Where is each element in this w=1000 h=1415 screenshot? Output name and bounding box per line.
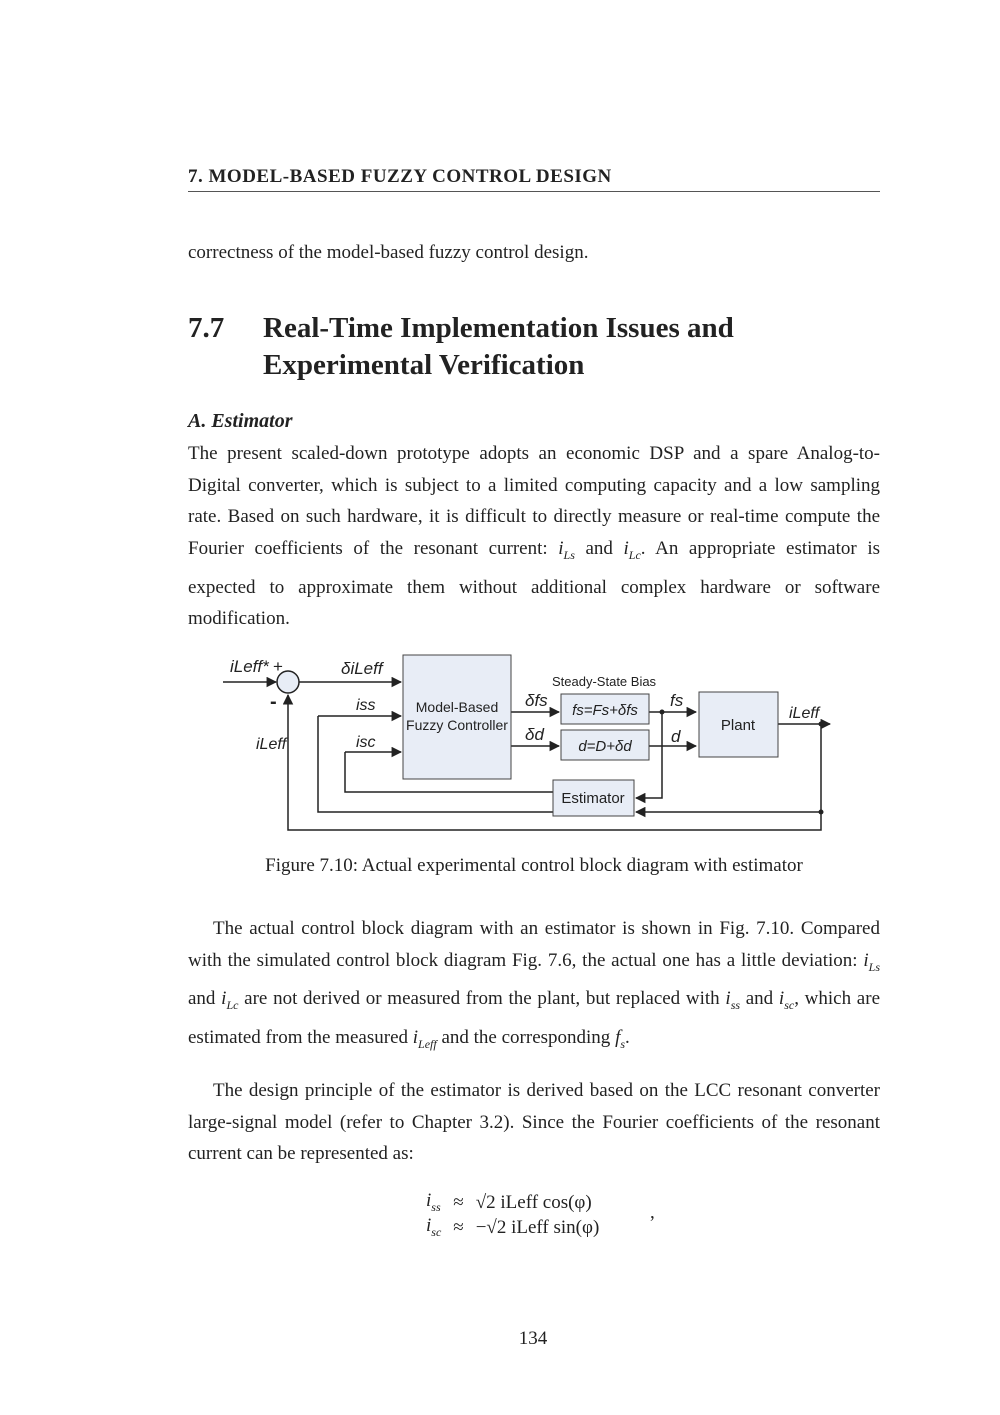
block-diagram bbox=[218, 648, 838, 843]
bias-title: Steady-State Bias bbox=[552, 674, 657, 689]
figure-caption: Figure 7.10: Actual experimental control block diagram with estimator bbox=[265, 855, 803, 876]
eq-row1-rhs: √2 iLeff cos(φ) bbox=[475, 1191, 592, 1213]
isc-label: isc bbox=[356, 734, 376, 751]
eq-comma: , bbox=[650, 1202, 655, 1223]
controller-label-2: Fuzzy Controller bbox=[406, 717, 508, 733]
math-iLs: $i_{Ls}$ bbox=[558, 538, 575, 562]
equation-block: $i_{ss}$ ≈ √2 iLeff cos(φ) $i_{sc}$ ≈ −√2 iLeff sin(φ) , bbox=[426, 1190, 655, 1239]
section-number: 7.7 bbox=[188, 312, 225, 344]
minus-sign: - bbox=[270, 691, 277, 713]
d-label: d bbox=[671, 727, 681, 746]
paragraph-estimator: The present scaled-down prototype adopts an economic DSP and a spare Analog-to-Digital converter, which is subject to a limited computing capacity and a low sampling rate. Based on such hardware, it is difficult to directly measure or real-time compute the Fourier coefficients of the resonant current: $i_{Ls}$ and $i_{Lc}$. An appropriate estimator is expected to approximate them without additional complex hardware or software modification. bbox=[188, 443, 880, 630]
estimator-label: Estimator bbox=[561, 790, 625, 807]
intro-line: correctness of the model-based fuzzy control design. bbox=[188, 242, 589, 263]
subsection-heading: A. Estimator bbox=[188, 410, 293, 432]
approx-sign: ≈ bbox=[453, 1216, 464, 1238]
feedback-label: iLeff bbox=[256, 736, 287, 753]
error-label: δiLeff bbox=[341, 659, 383, 678]
block-diagram-svg bbox=[218, 648, 838, 838]
paragraph-design-principle: The design principle of the estimator is derived based on the LCC resonant converter large-signal model (refer to Chapter 3.2). Since the Fourier coefficients of the resonant current can be represented as: bbox=[188, 1080, 880, 1165]
d-box-label: d=D+δd bbox=[578, 738, 632, 755]
iss-label: iss bbox=[356, 697, 376, 714]
output-label: iLeff bbox=[789, 705, 820, 722]
page-number: 134 bbox=[518, 1328, 548, 1349]
fs-box-label: fs=Fs+δfs bbox=[572, 702, 638, 719]
section-title: Real-Time Implementation Issues and Experimental Verification bbox=[263, 312, 734, 381]
plant-label: Plant bbox=[720, 717, 756, 734]
controller-label-1: Model-Based bbox=[415, 699, 499, 715]
math-iLc: $i_{Lc}$ bbox=[623, 538, 641, 562]
ref-label: iLeff* bbox=[230, 657, 269, 676]
dfs-label: δfs bbox=[525, 691, 548, 710]
fs-label: fs bbox=[670, 691, 684, 710]
plus-sign: + bbox=[273, 657, 283, 676]
running-header: 7. MODEL-BASED FUZZY CONTROL DESIGN bbox=[188, 166, 880, 192]
paragraph-diagram-description: The actual control block diagram with an estimator is shown in Fig. 7.10. Compared with the simulated control block diagram Fig. 7.6, the actual one has a little deviation: $i_{Ls}$ and $i_{Lc}$ are not derived or measured from the plant, but replaced with $i_{ss}$ and $i_{sc}$, which are estimated from the measured $i_{Leff}$ and the corresponding $f_s$. bbox=[188, 918, 880, 1051]
eq-row2-rhs: −√2 iLeff sin(φ) bbox=[475, 1216, 600, 1238]
approx-sign: ≈ bbox=[453, 1191, 464, 1213]
dd-label: δd bbox=[525, 725, 544, 744]
